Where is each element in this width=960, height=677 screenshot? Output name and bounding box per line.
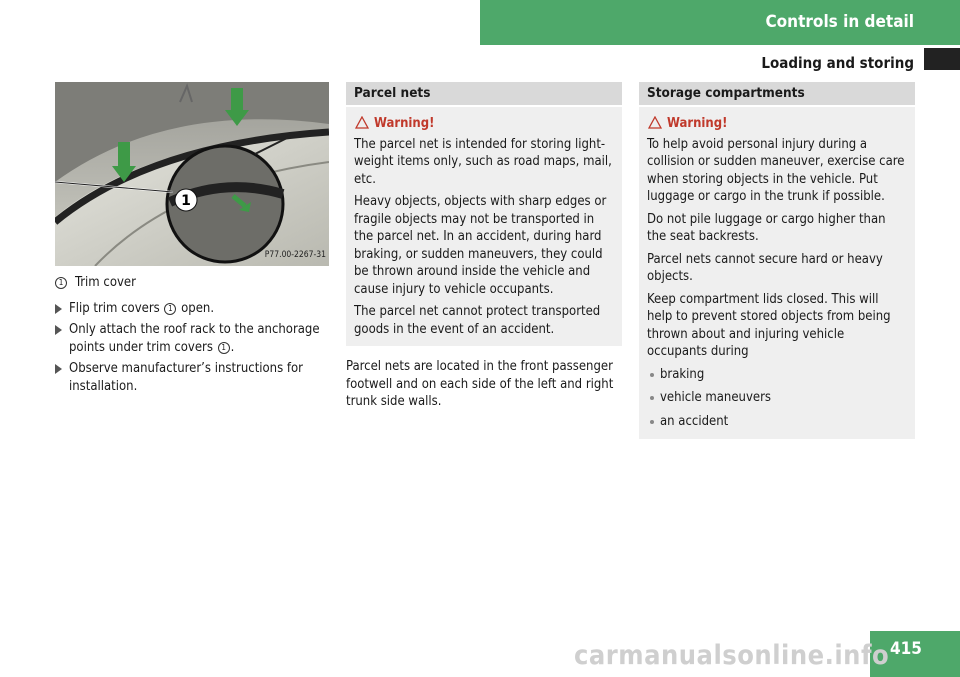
subsection-title: Loading and storing: [761, 54, 914, 72]
warning-paragraph: Parcel nets cannot secure hard or heavy objects.: [647, 251, 883, 284]
callout-number-icon: 1: [55, 277, 67, 289]
warning-paragraph: Keep compartment lids closed. This will help to prevent stored objects from being thrown about and injuring vehicle occupants during: [647, 291, 891, 359]
bullet-dot-icon: [650, 396, 654, 400]
warning-triangle-icon: [355, 116, 369, 129]
bullet-item: an accident: [647, 413, 907, 431]
storage-heading: Storage compartments: [639, 82, 915, 105]
warning-title: Warning!: [354, 115, 614, 133]
roof-figure: [55, 82, 329, 266]
instruction-step: Flip trim covers 1 open.: [55, 300, 331, 318]
parcel-nets-heading: Parcel nets: [346, 82, 622, 105]
parcel-nets-warning-box: [346, 107, 622, 346]
warning-triangle-icon: [648, 116, 662, 129]
arrow-right-icon: [55, 364, 62, 374]
callout-1: 1: [181, 193, 191, 209]
figure-code: P77.00-2267-31: [264, 249, 326, 260]
storage-warning-box: [639, 107, 915, 439]
warning-paragraph: The parcel net is intended for storing light-weight items only, such as road maps, mail, etc.: [354, 136, 612, 187]
parcel-nets-column: [346, 82, 622, 411]
warning-paragraph: Do not pile luggage or cargo higher than the seat backrests.: [647, 211, 886, 244]
figure-caption: [55, 274, 331, 292]
callout-number-icon: 1: [164, 303, 176, 315]
section-title: Controls in detail: [765, 12, 914, 32]
page-number: 415: [870, 631, 960, 677]
instruction-step: Only attach the roof rack to the anchorage points under trim covers 1 .: [55, 321, 331, 356]
bullet-item: braking: [647, 366, 907, 384]
bullet-item: vehicle maneuvers: [647, 389, 907, 407]
thumb-tab: [924, 48, 960, 70]
warning-paragraph: Heavy objects, objects with sharp edges or fragile objects may not be transported in the parcel net. In an accident, during hard braking, or sudden maneuvers, they could be thrown around inside the vehicle and cause injury to vehicle occupants.: [354, 194, 607, 297]
storage-column: [639, 82, 915, 439]
bullet-dot-icon: [650, 373, 654, 377]
arrow-right-icon: [55, 304, 62, 314]
watermark: carmanualsonline.info: [574, 640, 890, 671]
left-column: [55, 82, 331, 399]
callout-number-icon: 1: [218, 342, 230, 354]
warning-paragraph: The parcel net cannot protect transported goods in the event of an accident.: [354, 304, 601, 337]
warning-title: Warning!: [647, 115, 907, 133]
roof-illustration: [55, 82, 329, 266]
caption-text: Trim cover: [75, 275, 136, 290]
parcel-nets-body: Parcel nets are located in the front passenger footwell and on each side of the left and right trunk side walls.: [346, 359, 614, 409]
warning-paragraph: To help avoid personal injury during a collision or sudden maneuver, exercise care when storing objects in the vehicle. Put luggage or cargo in the trunk if possible.: [647, 136, 905, 204]
instruction-step: Observe manufacturer’s instructions for installation.: [55, 360, 331, 395]
bullet-list: [647, 366, 907, 431]
instruction-list: [55, 300, 331, 396]
bullet-dot-icon: [650, 420, 654, 424]
arrow-right-icon: [55, 325, 62, 335]
